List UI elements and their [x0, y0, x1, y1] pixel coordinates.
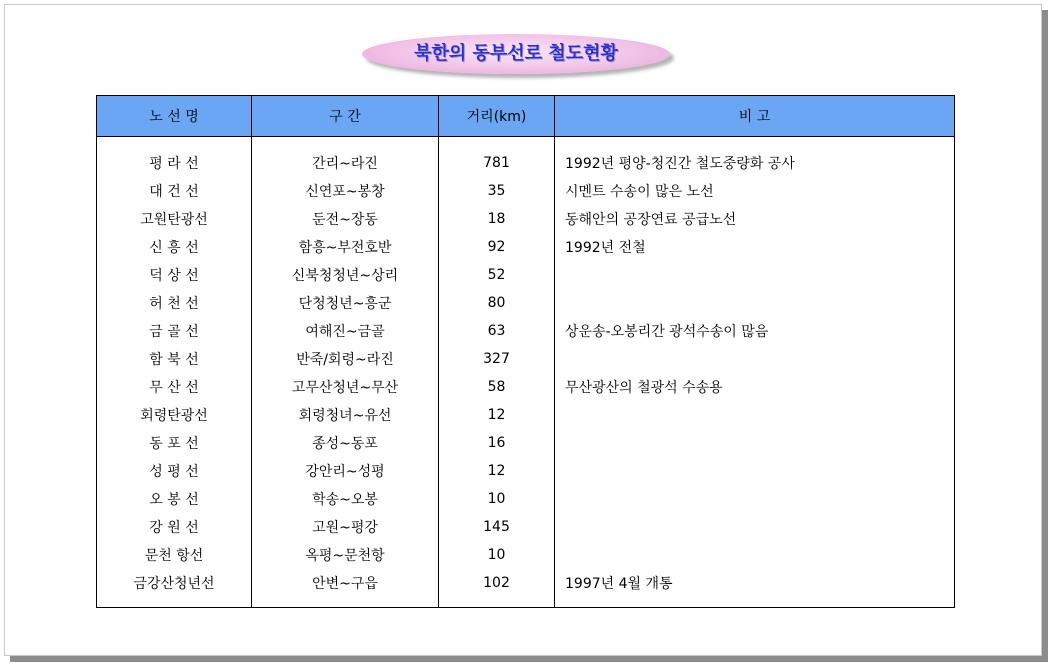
section-cell: 고원~평강	[252, 513, 439, 541]
table-row	[97, 485, 955, 513]
header-note: 비 고	[555, 96, 955, 137]
note-cell: 1992년 전철	[555, 233, 955, 261]
line-name-cell: 덕 상 선	[97, 261, 252, 289]
distance-cell: 63	[439, 317, 555, 345]
railway-table	[96, 95, 955, 608]
note-cell	[555, 429, 955, 457]
note-cell	[555, 261, 955, 289]
line-name-cell: 대 건 선	[97, 177, 252, 205]
distance-cell: 35	[439, 177, 555, 205]
section-cell: 신북청청년~상리	[252, 261, 439, 289]
distance-cell: 10	[439, 485, 555, 513]
bottom-spacer-row	[97, 597, 955, 608]
distance-cell: 102	[439, 569, 555, 597]
distance-cell: 327	[439, 345, 555, 373]
line-name-cell: 회령탄광선	[97, 401, 252, 429]
distance-cell: 12	[439, 401, 555, 429]
note-cell	[555, 541, 955, 569]
distance-cell: 10	[439, 541, 555, 569]
distance-cell: 145	[439, 513, 555, 541]
line-name-cell: 함 북 선	[97, 345, 252, 373]
note-cell: 1992년 평양-청진간 철도중량화 공사	[555, 149, 955, 177]
section-cell: 안변~구읍	[252, 569, 439, 597]
line-name-cell: 신 흥 선	[97, 233, 252, 261]
section-cell: 간리~라진	[252, 149, 439, 177]
note-cell: 무산광산의 철광석 수송용	[555, 373, 955, 401]
note-cell: 동해안의 공장연료 공급노선	[555, 205, 955, 233]
note-cell: 상운송-오봉리간 광석수송이 많음	[555, 317, 955, 345]
section-cell: 회령청녀~유선	[252, 401, 439, 429]
section-cell: 고무산청년~무산	[252, 373, 439, 401]
section-cell: 반죽/회령~라진	[252, 345, 439, 373]
distance-cell: 781	[439, 149, 555, 177]
section-cell: 옥평~문천항	[252, 541, 439, 569]
header-line-name: 노 선 명	[97, 96, 252, 137]
note-cell	[555, 457, 955, 485]
line-name-cell: 오 봉 선	[97, 485, 252, 513]
distance-cell: 92	[439, 233, 555, 261]
distance-cell: 52	[439, 261, 555, 289]
table-row	[97, 513, 955, 541]
section-cell: 종성~동포	[252, 429, 439, 457]
table-row	[97, 569, 955, 597]
table-row	[97, 457, 955, 485]
table-row	[97, 149, 955, 177]
distance-cell: 16	[439, 429, 555, 457]
note-cell	[555, 513, 955, 541]
distance-cell: 18	[439, 205, 555, 233]
header-section: 구 간	[252, 96, 439, 137]
note-cell: 시멘트 수송이 많은 노선	[555, 177, 955, 205]
table-row	[97, 401, 955, 429]
table-row	[97, 289, 955, 317]
table-row	[97, 261, 955, 289]
section-cell: 둔전~장동	[252, 205, 439, 233]
header-row	[97, 96, 955, 137]
distance-cell: 58	[439, 373, 555, 401]
table-row	[97, 345, 955, 373]
header-distance: 거리(km)	[439, 96, 555, 137]
note-cell	[555, 485, 955, 513]
section-cell: 단청청년~흥군	[252, 289, 439, 317]
table-row	[97, 429, 955, 457]
line-name-cell: 동 포 선	[97, 429, 252, 457]
section-cell: 여해진~금골	[252, 317, 439, 345]
line-name-cell: 고원탄광선	[97, 205, 252, 233]
line-name-cell: 금강산청년선	[97, 569, 252, 597]
table-row	[97, 233, 955, 261]
note-cell: 1997년 4월 개통	[555, 569, 955, 597]
line-name-cell: 성 평 선	[97, 457, 252, 485]
section-cell: 강안리~성평	[252, 457, 439, 485]
table-row	[97, 541, 955, 569]
section-cell: 신연포~봉창	[252, 177, 439, 205]
line-name-cell: 금 골 선	[97, 317, 252, 345]
section-cell: 함흥~부전호반	[252, 233, 439, 261]
section-cell: 학송~오봉	[252, 485, 439, 513]
distance-cell: 12	[439, 457, 555, 485]
table-row	[97, 317, 955, 345]
note-cell	[555, 401, 955, 429]
table-row	[97, 177, 955, 205]
line-name-cell: 문천 항선	[97, 541, 252, 569]
line-name-cell: 무 산 선	[97, 373, 252, 401]
note-cell	[555, 345, 955, 373]
distance-cell: 80	[439, 289, 555, 317]
line-name-cell: 강 원 선	[97, 513, 252, 541]
table-row	[97, 205, 955, 233]
line-name-cell: 허 천 선	[97, 289, 252, 317]
table-row	[97, 373, 955, 401]
top-spacer-row	[97, 137, 955, 150]
note-cell	[555, 289, 955, 317]
line-name-cell: 평 라 선	[97, 149, 252, 177]
page-title: 북한의 동부선로 철도현황	[414, 43, 618, 64]
